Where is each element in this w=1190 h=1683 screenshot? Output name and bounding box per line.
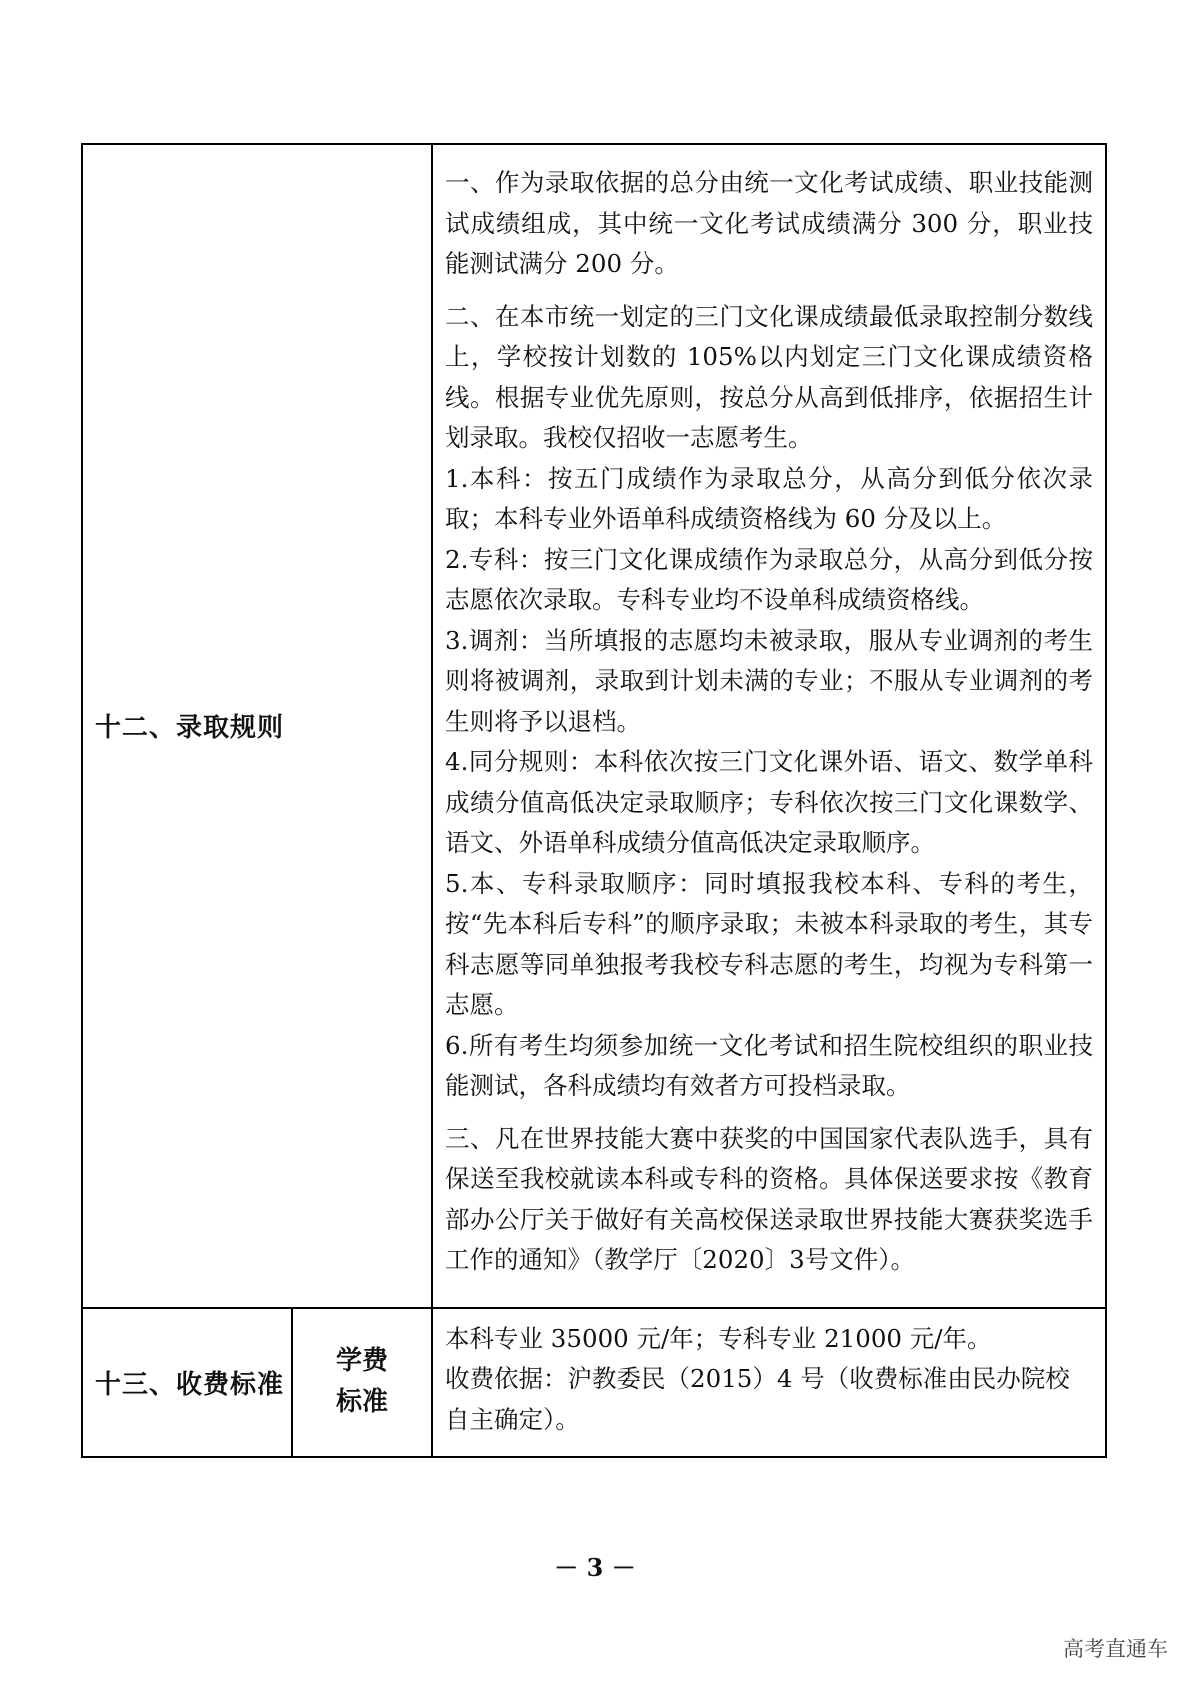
rule-4-tie-break: 4.同分规则：本科依次按三门文化课外语、语文、数学单科成绩分值高低决定录取顺序；专科依次按三门文化课数学、语文、外语单科成绩分值高低决定录取顺序。 (445, 747, 1094, 857)
section-13-label: 十三、收费标准 (82, 1308, 292, 1458)
tuition-basis: 收费依据：沪教委民（2015）4 号（收费标准由民办院校自主确定）。 (445, 1364, 1070, 1434)
paragraph-3: 三、凡在世界技能大赛中获奖的中国国家代表队选手，具有保送至我校就读本科或专科的资格。具体保送要求按《教育部办公厅关于做好有关高校保送录取世界技能大赛获奖选手工作的通知》（教学厅〔2020〕3号文件）。 (445, 1123, 1094, 1274)
section-13-row (82, 1308, 1106, 1458)
paragraph-2: 二、在本市统一划定的三门文化课成绩最低录取控制分数线上，学校按计划数的 105%以内划定三门文化课成绩资格线。根据专业优先原则，按总分从高到低排序，依据招生计划录取。我校仅招收一志愿考生。 (445, 301, 1094, 452)
page-number: － 3 － (554, 1553, 636, 1582)
tuition-amount: 本科专业 35000 元/年；专科专业 21000 元/年。 (445, 1323, 992, 1353)
tuition-content (432, 1308, 1106, 1458)
tuition-sublabel (292, 1308, 432, 1458)
admission-rules-table (81, 143, 1107, 1458)
paragraph-1: 一、作为录取依据的总分由统一文化考试成绩、职业技能测试成绩组成，其中统一文化考试成绩满分 300 分，职业技能测试满分 200 分。 (445, 168, 1094, 278)
rule-1-undergraduate: 1.本科：按五门成绩作为录取总分，从高分到低分依次录取；本科专业外语单科成绩资格线为 60 分及以上。 (445, 463, 1094, 533)
rule-6-requirements: 6.所有考生均须参加统一文化考试和招生院校组织的职业技能测试，各科成绩均有效者方可投档录取。 (445, 1030, 1094, 1100)
rule-3-adjustment: 3.调剂：当所填报的志愿均未被录取，服从专业调剂的考生则将被调剂，录取到计划未满的专业；不服从专业调剂的考生则将予以退档。 (445, 625, 1094, 736)
section-12-content (432, 144, 1106, 1308)
tuition-sublabel-line-1: 学费 (336, 1346, 389, 1377)
section-12-row (82, 144, 1106, 1308)
rule-2-junior-college: 2.专科：按三门文化课成绩作为录取总分，从高分到低分按志愿依次录取。专科专业均不设单科成绩资格线。 (445, 544, 1094, 614)
rule-5-admission-order: 5.本、专科录取顺序：同时填报我校本科、专科的考生，按“先本科后专科”的顺序录取；未被本科录取的考生，其专科志愿等同单独报考我校专科志愿的考生，均视为专科第一志愿。 (445, 868, 1094, 1019)
section-12-label: 十二、录取规则 (82, 144, 432, 1308)
tuition-sublabel-line-2: 标准 (336, 1387, 389, 1418)
watermark: 高考直通车 (1063, 1637, 1168, 1661)
